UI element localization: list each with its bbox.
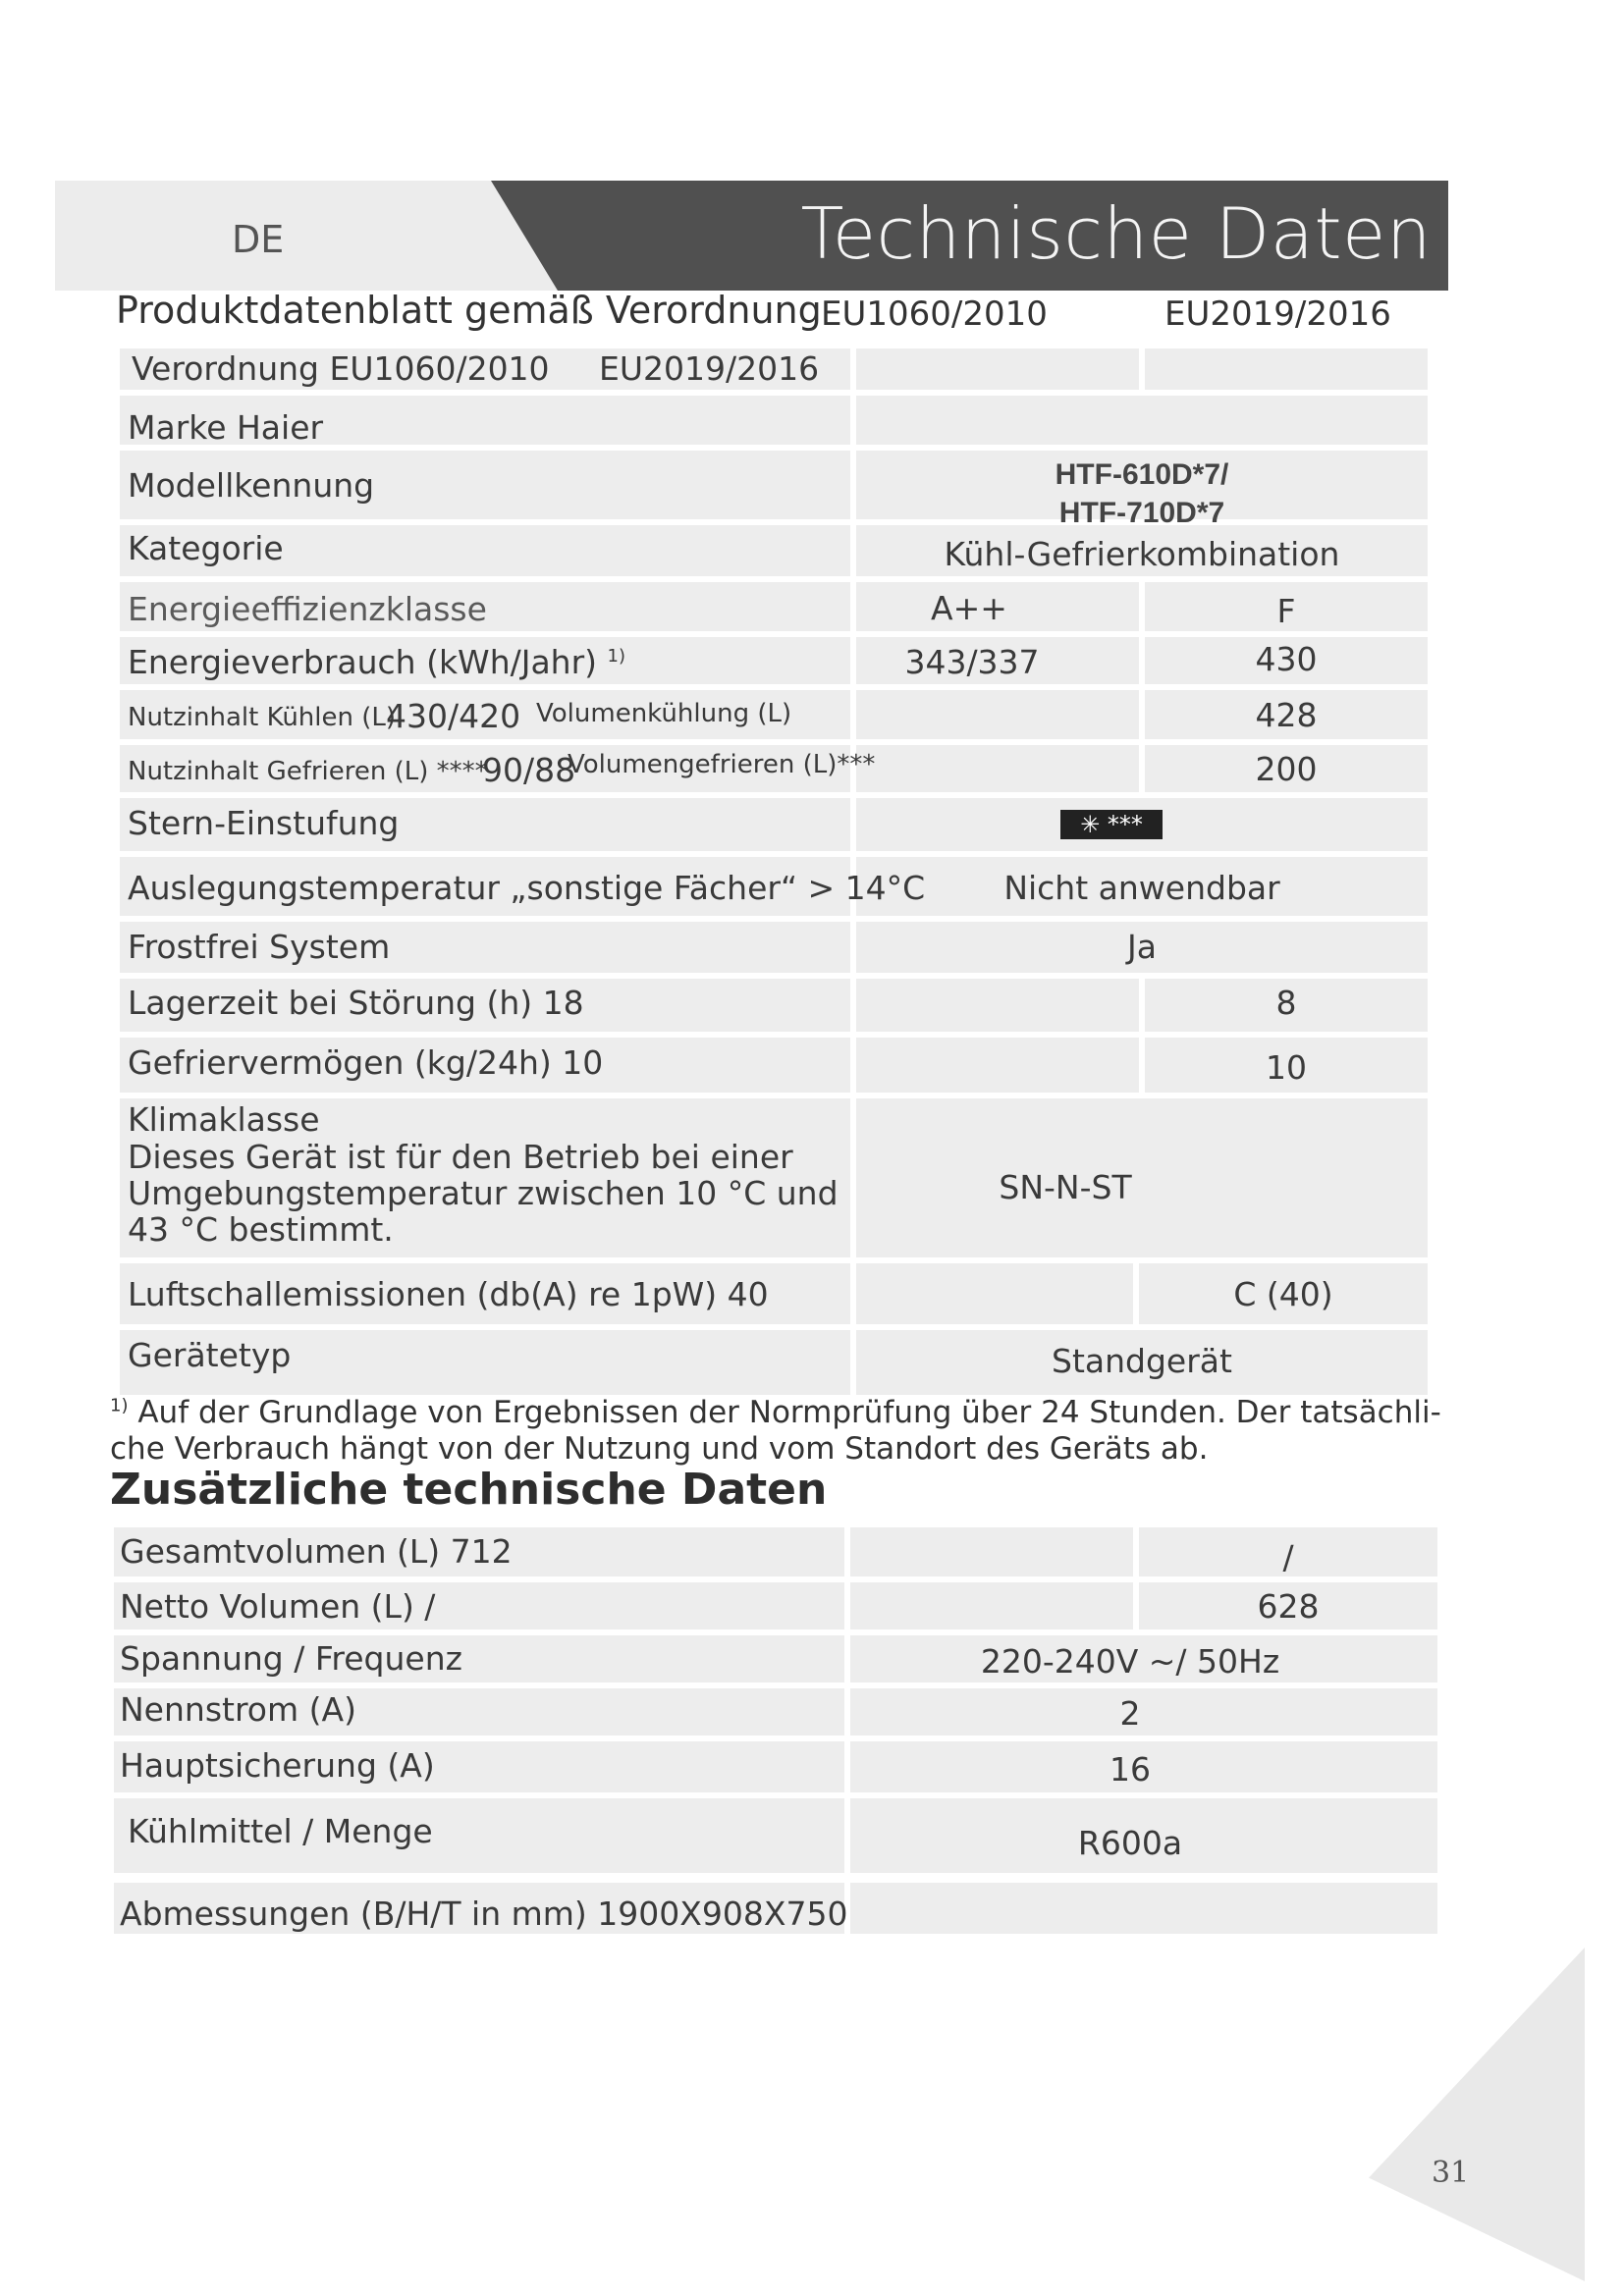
row-stern-label: Stern-Einstufung bbox=[128, 804, 400, 842]
add-row-hauptsicherung-label: Hauptsicherung (A) bbox=[120, 1746, 435, 1785]
row-energieklasse-label: Energieeffizienzklasse bbox=[128, 590, 487, 628]
row-energieklasse-v1: A++ bbox=[931, 589, 1007, 627]
star-rating-icon: ✳ *** bbox=[1060, 810, 1163, 839]
row-gefriervermoegen-label: Gefriervermögen (kg/24h) 10 bbox=[128, 1043, 604, 1082]
row-nutzinhalt-kuehlen-label2: Volumenkühlung (L) bbox=[536, 699, 792, 728]
row-klimaklasse-desc1: Dieses Gerät ist für den Betrieb bei einer bbox=[128, 1138, 793, 1176]
row-nutzinhalt-kuehlen-num: 430/420 bbox=[386, 697, 521, 735]
row-luftschall-v2: C (40) bbox=[1233, 1275, 1333, 1313]
add-row-kuehlmittel-label: Kühlmittel / Menge bbox=[128, 1812, 433, 1850]
add-row-abmessungen-label: Abmessungen (B/H/T in mm) 1900X908X750 bbox=[120, 1895, 848, 1933]
add-row-spannung-value: 220-240V ~/ 50Hz bbox=[980, 1642, 1280, 1681]
subtitle-col2: EU2019/2016 bbox=[1164, 294, 1391, 334]
row-verordnung-label: Verordnung EU1060/2010 bbox=[132, 349, 550, 388]
row-kategorie-value: Kühl-Gefrierkombination bbox=[944, 535, 1340, 573]
row-geraetetyp-label: Gerätetyp bbox=[128, 1336, 292, 1374]
row-frostfrei-value: Ja bbox=[1127, 928, 1157, 966]
row-nutzinhalt-kuehlen-label: Nutzinhalt Kühlen (L) bbox=[128, 703, 397, 732]
row-marke-label: Marke Haier bbox=[128, 408, 324, 447]
header-band-light bbox=[55, 181, 566, 291]
row-modell-label: Modellkennung bbox=[128, 466, 375, 505]
add-row-kuehlmittel-value: R600a bbox=[1077, 1824, 1183, 1862]
page-corner bbox=[1369, 1948, 1585, 2281]
add-row-hauptsicherung-value: 16 bbox=[1110, 1750, 1151, 1789]
footnote: $^{1)}$ Auf der Grundlage von Ergebnissen der Normprüfung über 24 Stunden. Der tatsächli- che Verbrauch hängt von der Nutzung und vom Standort des Geräts ab. bbox=[110, 1395, 1441, 1468]
page-number: 31 bbox=[1432, 2156, 1470, 2190]
add-row-gesamtvolumen-label: Gesamtvolumen (L) 712 bbox=[120, 1532, 513, 1571]
language-code: DE bbox=[232, 218, 285, 261]
row-gefriervermoegen-v2: 10 bbox=[1266, 1048, 1307, 1087]
row-kategorie-label: Kategorie bbox=[128, 529, 284, 567]
subtitle-col1: EU1060/2010 bbox=[821, 294, 1048, 334]
add-row-gesamtvolumen-v2: / bbox=[1282, 1538, 1294, 1576]
row-nutzinhalt-gefrieren-num: 90/88 bbox=[482, 751, 576, 789]
datasheet-subtitle: Produktdatenblatt gemäß Verordnung bbox=[116, 289, 822, 332]
row-lagerzeit-v2: 8 bbox=[1275, 984, 1297, 1022]
row-nutzinhalt-gefrieren-label: Nutzinhalt Gefrieren (L) **** bbox=[128, 757, 488, 786]
page-title: Technische Daten bbox=[800, 192, 1432, 275]
row-modell-value2: HTF-710D*7 bbox=[1058, 497, 1225, 529]
add-row-netto-label: Netto Volumen (L) / bbox=[120, 1587, 436, 1626]
row-nutzinhalt-gefrieren-v2: 200 bbox=[1255, 750, 1318, 788]
row-energieverbrauch-label: Energieverbrauch (kWh/Jahr) $^{1)}$ bbox=[128, 643, 626, 681]
row-frostfrei-label: Frostfrei System bbox=[128, 928, 391, 966]
row-klimaklasse-value: SN-N-ST bbox=[999, 1168, 1132, 1206]
row-klimaklasse-desc3: 43 °C bestimmt. bbox=[128, 1210, 394, 1249]
row-modell-value1: HTF-610D*7/ bbox=[1055, 458, 1229, 491]
add-row-nennstrom-value: 2 bbox=[1119, 1694, 1141, 1733]
row-luftschall-label: Luftschallemissionen (db(A) re 1pW) 40 bbox=[128, 1275, 769, 1313]
add-row-spannung-label: Spannung / Frequenz bbox=[120, 1639, 462, 1678]
add-row-netto-v2: 628 bbox=[1257, 1587, 1320, 1626]
row-verordnung-label2: EU2019/2016 bbox=[599, 349, 820, 388]
row-energieverbrauch-v2: 430 bbox=[1255, 640, 1318, 678]
row-auslegung-value: Nicht anwendbar bbox=[1003, 869, 1280, 907]
add-row-nennstrom-label: Nennstrom (A) bbox=[120, 1690, 356, 1729]
row-geraetetyp-value: Standgerät bbox=[1052, 1342, 1232, 1380]
section-title-additional: Zusätzliche technische Daten bbox=[110, 1465, 828, 1515]
row-energieverbrauch-v1: 343/337 bbox=[904, 643, 1040, 681]
row-klimaklasse-label: Klimaklasse bbox=[128, 1100, 320, 1139]
row-lagerzeit-label: Lagerzeit bei Störung (h) 18 bbox=[128, 984, 584, 1022]
row-nutzinhalt-gefrieren-label2: Volumengefrieren (L)*** bbox=[568, 750, 876, 779]
row-auslegung-label: Auslegungstemperatur „sonstige Fächer“ > 14°C bbox=[128, 869, 926, 907]
row-nutzinhalt-kuehlen-v2: 428 bbox=[1255, 696, 1318, 734]
row-energieklasse-v2: F bbox=[1276, 592, 1296, 630]
row-klimaklasse-desc2: Umgebungstemperatur zwischen 10 °C und bbox=[128, 1174, 839, 1212]
